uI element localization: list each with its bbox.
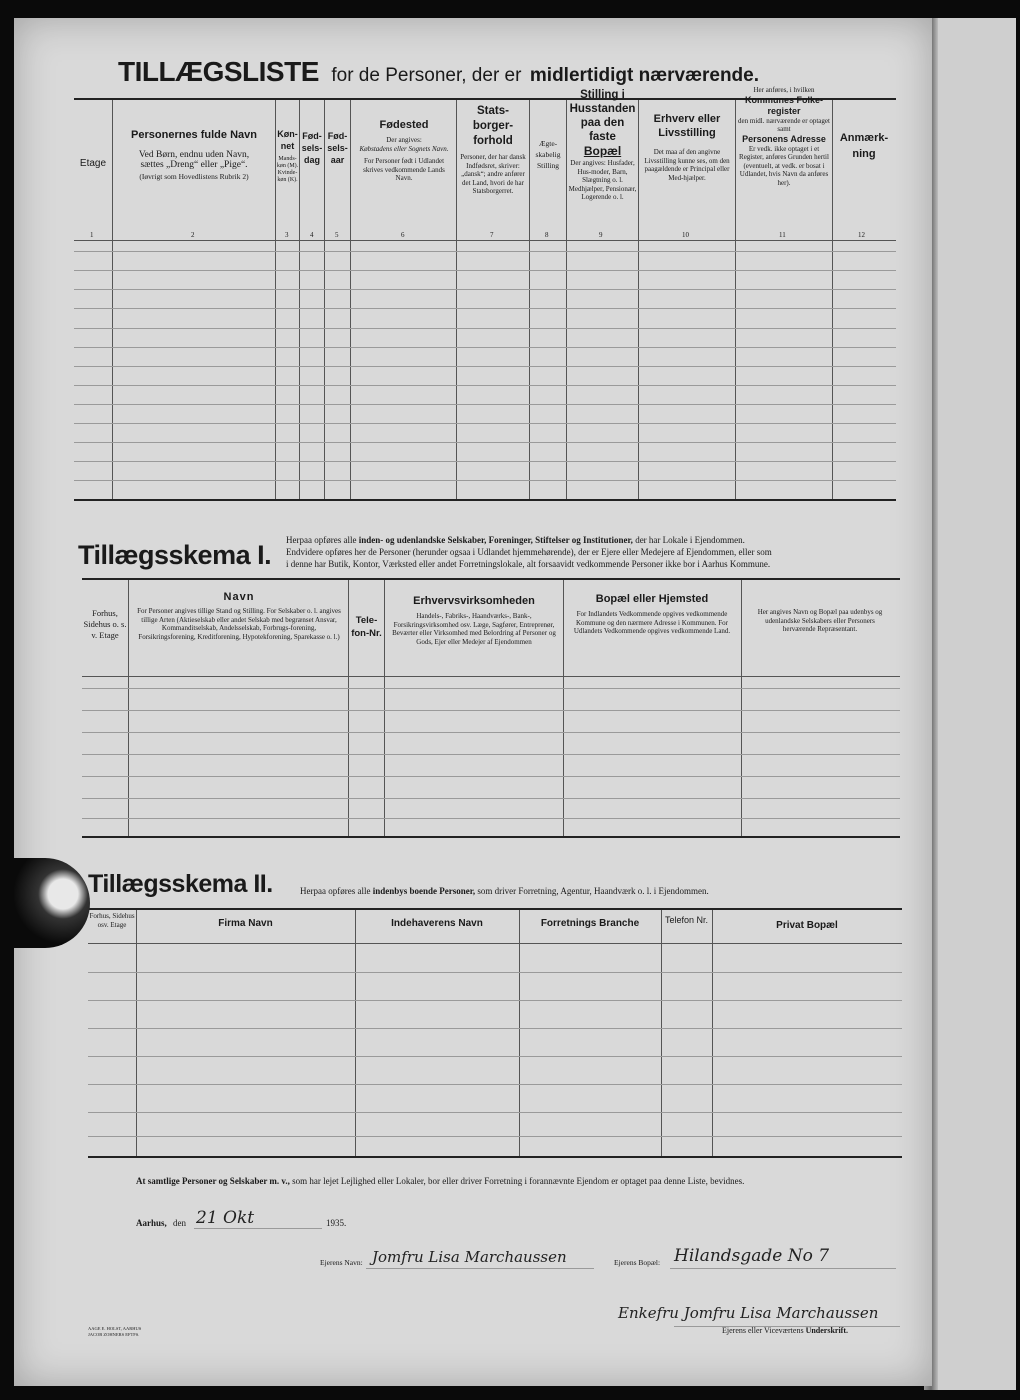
col-kon-head: Køn-net <box>277 129 298 151</box>
skema2-intro-b: indenbys boende Personer, <box>372 886 476 896</box>
footer-date-line <box>136 1218 186 1228</box>
col-num-6: 6 <box>401 231 405 239</box>
printer-imprint <box>88 1326 141 1338</box>
skema2-col-bopael: Privat Bopæl <box>776 920 838 931</box>
col-fodselsdag: Fød-sels-dag <box>301 131 323 165</box>
owner-addr-hand: Hilandsgade No 7 <box>674 1246 830 1266</box>
col-kommune <box>736 86 832 187</box>
col-kon <box>276 128 299 184</box>
skema1-col-navn-sub: For Personer angives tillige Stand og Stilling. For Selskaber o. l. angives tillige Arten (Aktieselskab eller andet Selskab med begrænset Ansvar, Kommanditselskab, Andelsselskab, Forbrugs-forening, Forsikringsforening, Kreditforening, Hypotekforening, Sparekasse o. l.) <box>137 607 341 641</box>
form-page <box>14 18 932 1386</box>
skema2-col-indehaver: Indehaverens Navn <box>391 918 483 929</box>
thumb-holding-page <box>0 858 90 948</box>
skema1-intro-c: der har Lokale i Ejendommen. <box>635 535 745 545</box>
col-stilling-head: Stilling i Husstanden paa den faste <box>569 89 636 143</box>
signature-hand: Enkefru Jomfru Lisa Marchaussen <box>618 1304 879 1322</box>
col-stilling <box>567 88 638 202</box>
col-kommune-pre: Her anføres, i hvilken <box>753 86 815 94</box>
signature-label-text: Ejerens eller Viceværtens <box>722 1326 804 1335</box>
skema2-title: Tillægsskema II. <box>88 870 273 898</box>
skema1-col-navn <box>134 590 344 641</box>
skema2-col-firma: Firma Navn <box>218 918 273 929</box>
col-name-head: Personernes fulde Navn <box>131 129 257 141</box>
skema1-title: Tillægsskema I. <box>78 540 272 570</box>
page-title <box>118 56 759 88</box>
col-fodested-sub2: Købstadens eller Sognets Navn. <box>359 144 449 153</box>
skema1-col-repr: Her angives Navn og Bopæl paa udenbys og udenlandske Selskabers eller Personers herværende Repræsentant. <box>757 608 883 633</box>
signature-label-bold: Underskrift. <box>805 1326 849 1335</box>
col-etage: Etage <box>79 158 107 169</box>
owner-addr-label: Ejerens Bopæl: <box>614 1258 661 1267</box>
skema2-col-forhus: Forhus, Sidehus osv. Etage <box>89 912 135 929</box>
col-aegte: Ægte-skabelig Stilling <box>535 139 561 170</box>
col-stats-sub: Personer, der har dansk Indfødsret, skriver: „dansk“; andre anfører det Land, hvori de har Statsborgerret. <box>460 153 526 195</box>
owner-name-label: Ejerens Navn: <box>320 1258 363 1267</box>
title-rest: for de Personer, der er <box>331 65 522 86</box>
col-fodested <box>354 118 454 183</box>
list-header-rule <box>74 240 896 241</box>
footer-statement-bold: At samtlige Personer og Selskaber m. v., <box>136 1176 290 1186</box>
next-page-edge <box>936 18 1016 1390</box>
title-main: TILLÆGSLISTE <box>118 56 319 87</box>
skema2-header-rule <box>88 943 902 944</box>
col-name-body3: (Iøvrigt som Hovedlistens Rubrik 2) <box>139 172 249 181</box>
footer-year: 1935. <box>326 1218 347 1228</box>
printer-line-2: JACOB ZOHNERS EFTFS. <box>88 1332 140 1337</box>
col-erhverv <box>640 112 734 182</box>
col-num-9: 9 <box>599 231 603 239</box>
skema1-col-bopael-head: Bopæl eller Hjemsted <box>595 593 709 605</box>
skema1-col-erhverv-sub: Handels-, Fabriks-, Haandværks-, Bank-, Forsikringsvirksomhed osv. Læge, Sagfører, Entreprenør, Beværter eller Virksomhed med Belordring af Personer og Gods, Ejer eller Medejer af Ejendommen <box>392 612 556 646</box>
col-kon-sub: Mands-køn (M). Kvinde-køn (K). <box>276 156 299 183</box>
skema1-bottom-rule <box>82 836 900 838</box>
col-kommune-adr: Personens Adresse <box>742 133 826 144</box>
col-num-1: 1 <box>90 231 94 239</box>
skema2-top-rule <box>88 908 902 910</box>
skema1-top-rule <box>82 578 900 580</box>
owner-name-hand: Jomfru Lisa Marchaussen <box>372 1248 567 1266</box>
skema2-bottom-rule <box>88 1156 902 1158</box>
footer-statement <box>136 1176 744 1186</box>
col-fodested-sub1: Der angives: <box>386 136 422 144</box>
skema1-intro-line3: i denne har Butik, Kontor, Værksted eller andet Forretningslokale, alt forsaavidt vedkommende Personer ikke bor i Aarhus Kommune. <box>286 559 771 569</box>
signature-label <box>722 1326 848 1335</box>
skema1-intro-b: inden- og udenlandske Selskaber, Foreninger, Stiftelser og Institutioner, <box>358 535 633 545</box>
skema2-col-telefon: Telefon Nr. <box>664 915 709 925</box>
col-num-7: 7 <box>490 231 494 239</box>
col-num-3: 3 <box>285 231 289 239</box>
col-fodselsaar: Fød-sels-aar <box>327 131 348 165</box>
skema2-intro <box>300 886 709 896</box>
skema1-col-navn-head: Navn <box>223 591 255 603</box>
col-num-2: 2 <box>191 231 195 239</box>
col-erhverv-sub: Det maa af den angivne Livsstilling kunne ses, om den paagældende er Principal eller Med-hjælper. <box>644 148 730 182</box>
col-fodested-sub3: For Personer født i Udlandet skrives vedkommende Lands Navn. <box>363 157 445 182</box>
printer-line-1: AAGE E. HOLST, AARHUS <box>88 1326 142 1331</box>
col-stats <box>458 104 528 196</box>
col-name-body1: Ved Børn, endnu uden Navn, <box>138 150 250 160</box>
col-num-5: 5 <box>335 231 339 239</box>
col-name-body2: sættes „Dreng“ eller „Pige“. <box>140 160 248 170</box>
skema2-intro-a: Herpaa opføres alle <box>300 886 371 896</box>
col-anmaerk: Anmærk-ning <box>839 132 889 160</box>
skema1-col-forhus: Forhus, Sidehus o. s. v. Etage <box>83 608 127 640</box>
col-num-4: 4 <box>310 231 314 239</box>
footer-city: Aarhus, <box>136 1218 167 1228</box>
list-bottom-rule <box>74 499 896 501</box>
skema2-intro-c: som driver Forretning, Agentur, Haandværk o. l. i Ejendommen. <box>477 886 709 896</box>
col-kommune-mid: den midl. nærværende er optaget samt <box>738 116 830 133</box>
skema1-col-erhverv <box>388 594 560 646</box>
col-stilling-bopael: Bopæl <box>583 144 622 158</box>
skema2-col-branche: Forretnings Branche <box>540 918 640 929</box>
col-fodested-head: Fødested <box>379 119 429 131</box>
col-num-10: 10 <box>682 231 689 239</box>
footer-statement-rest: som har lejet Lejlighed eller Lokaler, bor eller driver Forretning i forannævnte Ejendom er optaget paa denne Liste, bevidnes. <box>292 1176 745 1186</box>
col-num-12: 12 <box>858 231 865 239</box>
skema1-col-erhverv-head: Erhvervsvirksomheden <box>413 595 535 607</box>
col-erhverv-head: Erhverv eller Livsstilling <box>653 113 721 139</box>
col-stilling-sub: Der angives: Husfader, Hus-moder, Barn, Slægtning o. l. Medhjælper, Pensionær, Logerende o. l. <box>568 159 637 201</box>
skema1-intro-a: Herpaa opføres alle <box>286 535 357 545</box>
title-bold: midlertidigt nærværende. <box>529 65 760 86</box>
skema1-col-telefon: Tele-fon-Nr. <box>351 615 382 639</box>
col-stats-head: Stats-borger-forhold <box>472 105 514 147</box>
col-num-11: 11 <box>779 231 786 239</box>
footer-date-hand: 21 Okt <box>196 1208 255 1228</box>
skema1-col-bopael-sub: For Indlandets Vedkommende opgives vedkommende Kommune og den nærmere Adresse i Kommunen. For Udlandets Vedkommende opgives vedkommende Land. <box>573 610 731 635</box>
skema1-header-rule <box>82 676 900 677</box>
col-num-8: 8 <box>545 231 549 239</box>
col-name <box>113 128 275 181</box>
col-kommune-head: Kommunes Folke-register <box>744 94 823 116</box>
col-kommune-sub: Er vedk. ikke optaget i et Register, anføres Grunden hertil (eventuelt, at vedk. er bosat i Udlandet, hvis Navn da anføres her). <box>739 144 829 187</box>
skema1-col-bopael <box>567 592 737 636</box>
skema1-intro <box>286 534 906 570</box>
footer-den: den <box>173 1218 187 1228</box>
skema1-intro-line2: Endvidere opføres her de Personer (herunder ogsaa i Udlandet hjemmehørende), der er Ejere eller Medejere af Ejendommen, eller som <box>286 547 772 557</box>
